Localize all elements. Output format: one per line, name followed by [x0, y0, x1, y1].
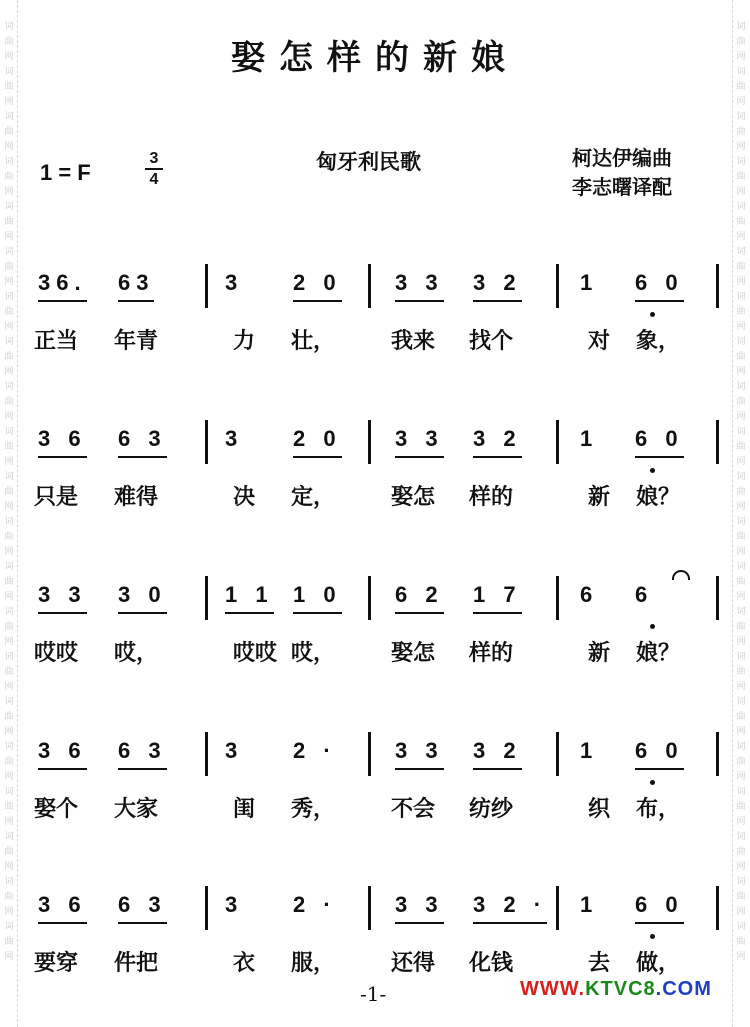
- note-group: 1: [580, 426, 599, 451]
- lyric-syllable: 服，: [291, 950, 336, 976]
- note-group: 3: [225, 892, 244, 917]
- note-group: 6 0: [635, 270, 684, 302]
- note-group: 3 3: [395, 892, 444, 924]
- lyric-syllable: 样的: [469, 484, 514, 510]
- note-group: 1: [580, 892, 599, 917]
- note-group: 3 2: [473, 426, 522, 458]
- lyric-syllable: 哎，: [291, 640, 336, 666]
- note-group: 3 6: [38, 426, 87, 458]
- site-name: KTVC8: [585, 978, 656, 1000]
- bar-line: [716, 264, 719, 308]
- octave-dot: [650, 468, 655, 473]
- song-origin: 匈牙利民歌: [316, 149, 421, 174]
- meter-bottom: 4: [149, 171, 159, 188]
- credits: [572, 144, 672, 202]
- lyric-syllable: 还得: [391, 950, 436, 976]
- lyric-syllable: 决: [233, 484, 256, 510]
- key-signature: 1 = F: [40, 160, 91, 185]
- note-group: 1 7: [473, 582, 522, 614]
- note-group: 6 0: [635, 426, 684, 458]
- lyric-syllable: 力: [233, 328, 256, 354]
- bar-line: [205, 886, 208, 930]
- note-group: 1 0: [293, 582, 342, 614]
- lyric-syllable: 去: [588, 950, 611, 976]
- bar-line: [716, 886, 719, 930]
- note-group: 3 6: [38, 738, 87, 770]
- site-suffix: .COM: [655, 978, 712, 1000]
- octave-dot: [650, 624, 655, 629]
- lyric-syllable: 找个: [469, 328, 514, 354]
- bar-line: [556, 420, 559, 464]
- lyric-syllable: 衣: [233, 950, 256, 976]
- right-margin-rule: [732, 0, 733, 1027]
- note-group: 36.: [38, 270, 87, 302]
- time-signature: [145, 150, 163, 188]
- bar-line: [205, 420, 208, 464]
- note-group: 3 2 ·: [473, 892, 547, 924]
- meter-top: 3: [149, 150, 159, 167]
- lyric-syllable: 要穿: [34, 950, 79, 976]
- lyric-syllable: 娶怎: [391, 484, 436, 510]
- note-group: 6 3: [118, 426, 167, 458]
- bar-line: [368, 420, 371, 464]
- note-group: 1: [580, 270, 599, 295]
- lyric-syllable: 娘？: [636, 640, 681, 666]
- lyric-syllable: 哎哎: [34, 640, 79, 666]
- bar-line: [368, 264, 371, 308]
- lyric-syllable: 件把: [114, 950, 159, 976]
- lyric-syllable: 化钱: [469, 950, 514, 976]
- bar-line: [556, 576, 559, 620]
- bar-line: [716, 420, 719, 464]
- bar-line: [716, 732, 719, 776]
- lyric-syllable: 正当: [34, 328, 79, 354]
- bar-line: [205, 264, 208, 308]
- lyric-syllable: 织: [588, 796, 611, 822]
- lyric-syllable: 对: [588, 328, 611, 354]
- lyric-syllable: 年青: [114, 328, 159, 354]
- left-watermark: 词曲网词曲网词曲网词曲网词曲网词曲网词曲网词曲网词曲网词曲网词曲网词曲网词曲网词曲网词曲网词曲网词曲网词曲网词曲网词曲网词曲网: [4, 22, 14, 962]
- note-group: 2 0: [293, 426, 342, 458]
- lyric-syllable: 壮，: [291, 328, 336, 354]
- octave-dot: [650, 780, 655, 785]
- bar-line: [205, 576, 208, 620]
- lyric-syllable: 不会: [391, 796, 436, 822]
- bar-line: [368, 732, 371, 776]
- lyric-syllable: 哎，: [114, 640, 159, 666]
- bar-line: [205, 732, 208, 776]
- note-group: 6 3: [118, 892, 167, 924]
- note-group: 3 3: [395, 426, 444, 458]
- note-group: 2 ·: [293, 892, 337, 917]
- lyric-syllable: 娶怎: [391, 640, 436, 666]
- site-watermark: [520, 978, 712, 1001]
- meter-divider: [145, 168, 163, 170]
- lyric-syllable: 定，: [291, 484, 336, 510]
- lyric-syllable: 哎哎: [233, 640, 278, 666]
- left-margin-rule: [17, 0, 18, 1027]
- note-group: 6 0: [635, 892, 684, 924]
- lyric-syllable: 象，: [636, 328, 681, 354]
- bar-line: [368, 886, 371, 930]
- lyric-syllable: 样的: [469, 640, 514, 666]
- note-group: 3: [225, 738, 244, 763]
- site-prefix: WWW.: [520, 978, 586, 1000]
- lyric-syllable: 大家: [114, 796, 159, 822]
- note-group: 6 0: [635, 738, 684, 770]
- page-number: -1-: [360, 982, 387, 1006]
- lyric-syllable: 新: [588, 484, 611, 510]
- bar-line: [368, 576, 371, 620]
- note-group: 3 6: [38, 892, 87, 924]
- note-group: 3 3: [395, 738, 444, 770]
- note-group: 3: [225, 270, 244, 295]
- lyric-syllable: 做，: [636, 950, 681, 976]
- lyric-syllable: 纺纱: [469, 796, 514, 822]
- lyric-syllable: 娶个: [34, 796, 79, 822]
- note-group: 2 ·: [293, 738, 337, 763]
- bar-line: [556, 264, 559, 308]
- note-group: 3: [225, 426, 244, 451]
- note-group: 6: [635, 582, 654, 607]
- note-group: 1 1: [225, 582, 274, 614]
- lyric-syllable: 娘？: [636, 484, 681, 510]
- lyric-syllable: 难得: [114, 484, 159, 510]
- note-group: 3 3: [38, 582, 87, 614]
- note-group: 3 2: [473, 738, 522, 770]
- note-group: 6: [580, 582, 599, 607]
- lyricist-credit: 李志曙译配: [572, 175, 672, 199]
- note-group: 2 0: [293, 270, 342, 302]
- note-group: 3 0: [118, 582, 167, 614]
- note-group: 3 2: [473, 270, 522, 302]
- note-group: 3 3: [395, 270, 444, 302]
- lyric-syllable: 只是: [34, 484, 79, 510]
- lyric-syllable: 闺: [233, 796, 256, 822]
- song-title: 娶怎样的新娘: [231, 38, 519, 78]
- note-group: 1: [580, 738, 599, 763]
- lyric-syllable: 布，: [636, 796, 681, 822]
- bar-line: [556, 886, 559, 930]
- note-group: 6 3: [118, 738, 167, 770]
- note-group: 6 2: [395, 582, 444, 614]
- bar-line: [556, 732, 559, 776]
- lyric-syllable: 我来: [391, 328, 436, 354]
- fermata-mark: [672, 570, 690, 580]
- note-group: 63: [118, 270, 154, 302]
- octave-dot: [650, 312, 655, 317]
- right-watermark: 词曲网词曲网词曲网词曲网词曲网词曲网词曲网词曲网词曲网词曲网词曲网词曲网词曲网词曲网词曲网词曲网词曲网词曲网词曲网词曲网词曲网: [736, 22, 746, 962]
- octave-dot: [650, 934, 655, 939]
- composer-credit: 柯达伊编曲: [572, 146, 672, 170]
- lyric-syllable: 新: [588, 640, 611, 666]
- lyric-syllable: 秀，: [291, 796, 336, 822]
- bar-line: [716, 576, 719, 620]
